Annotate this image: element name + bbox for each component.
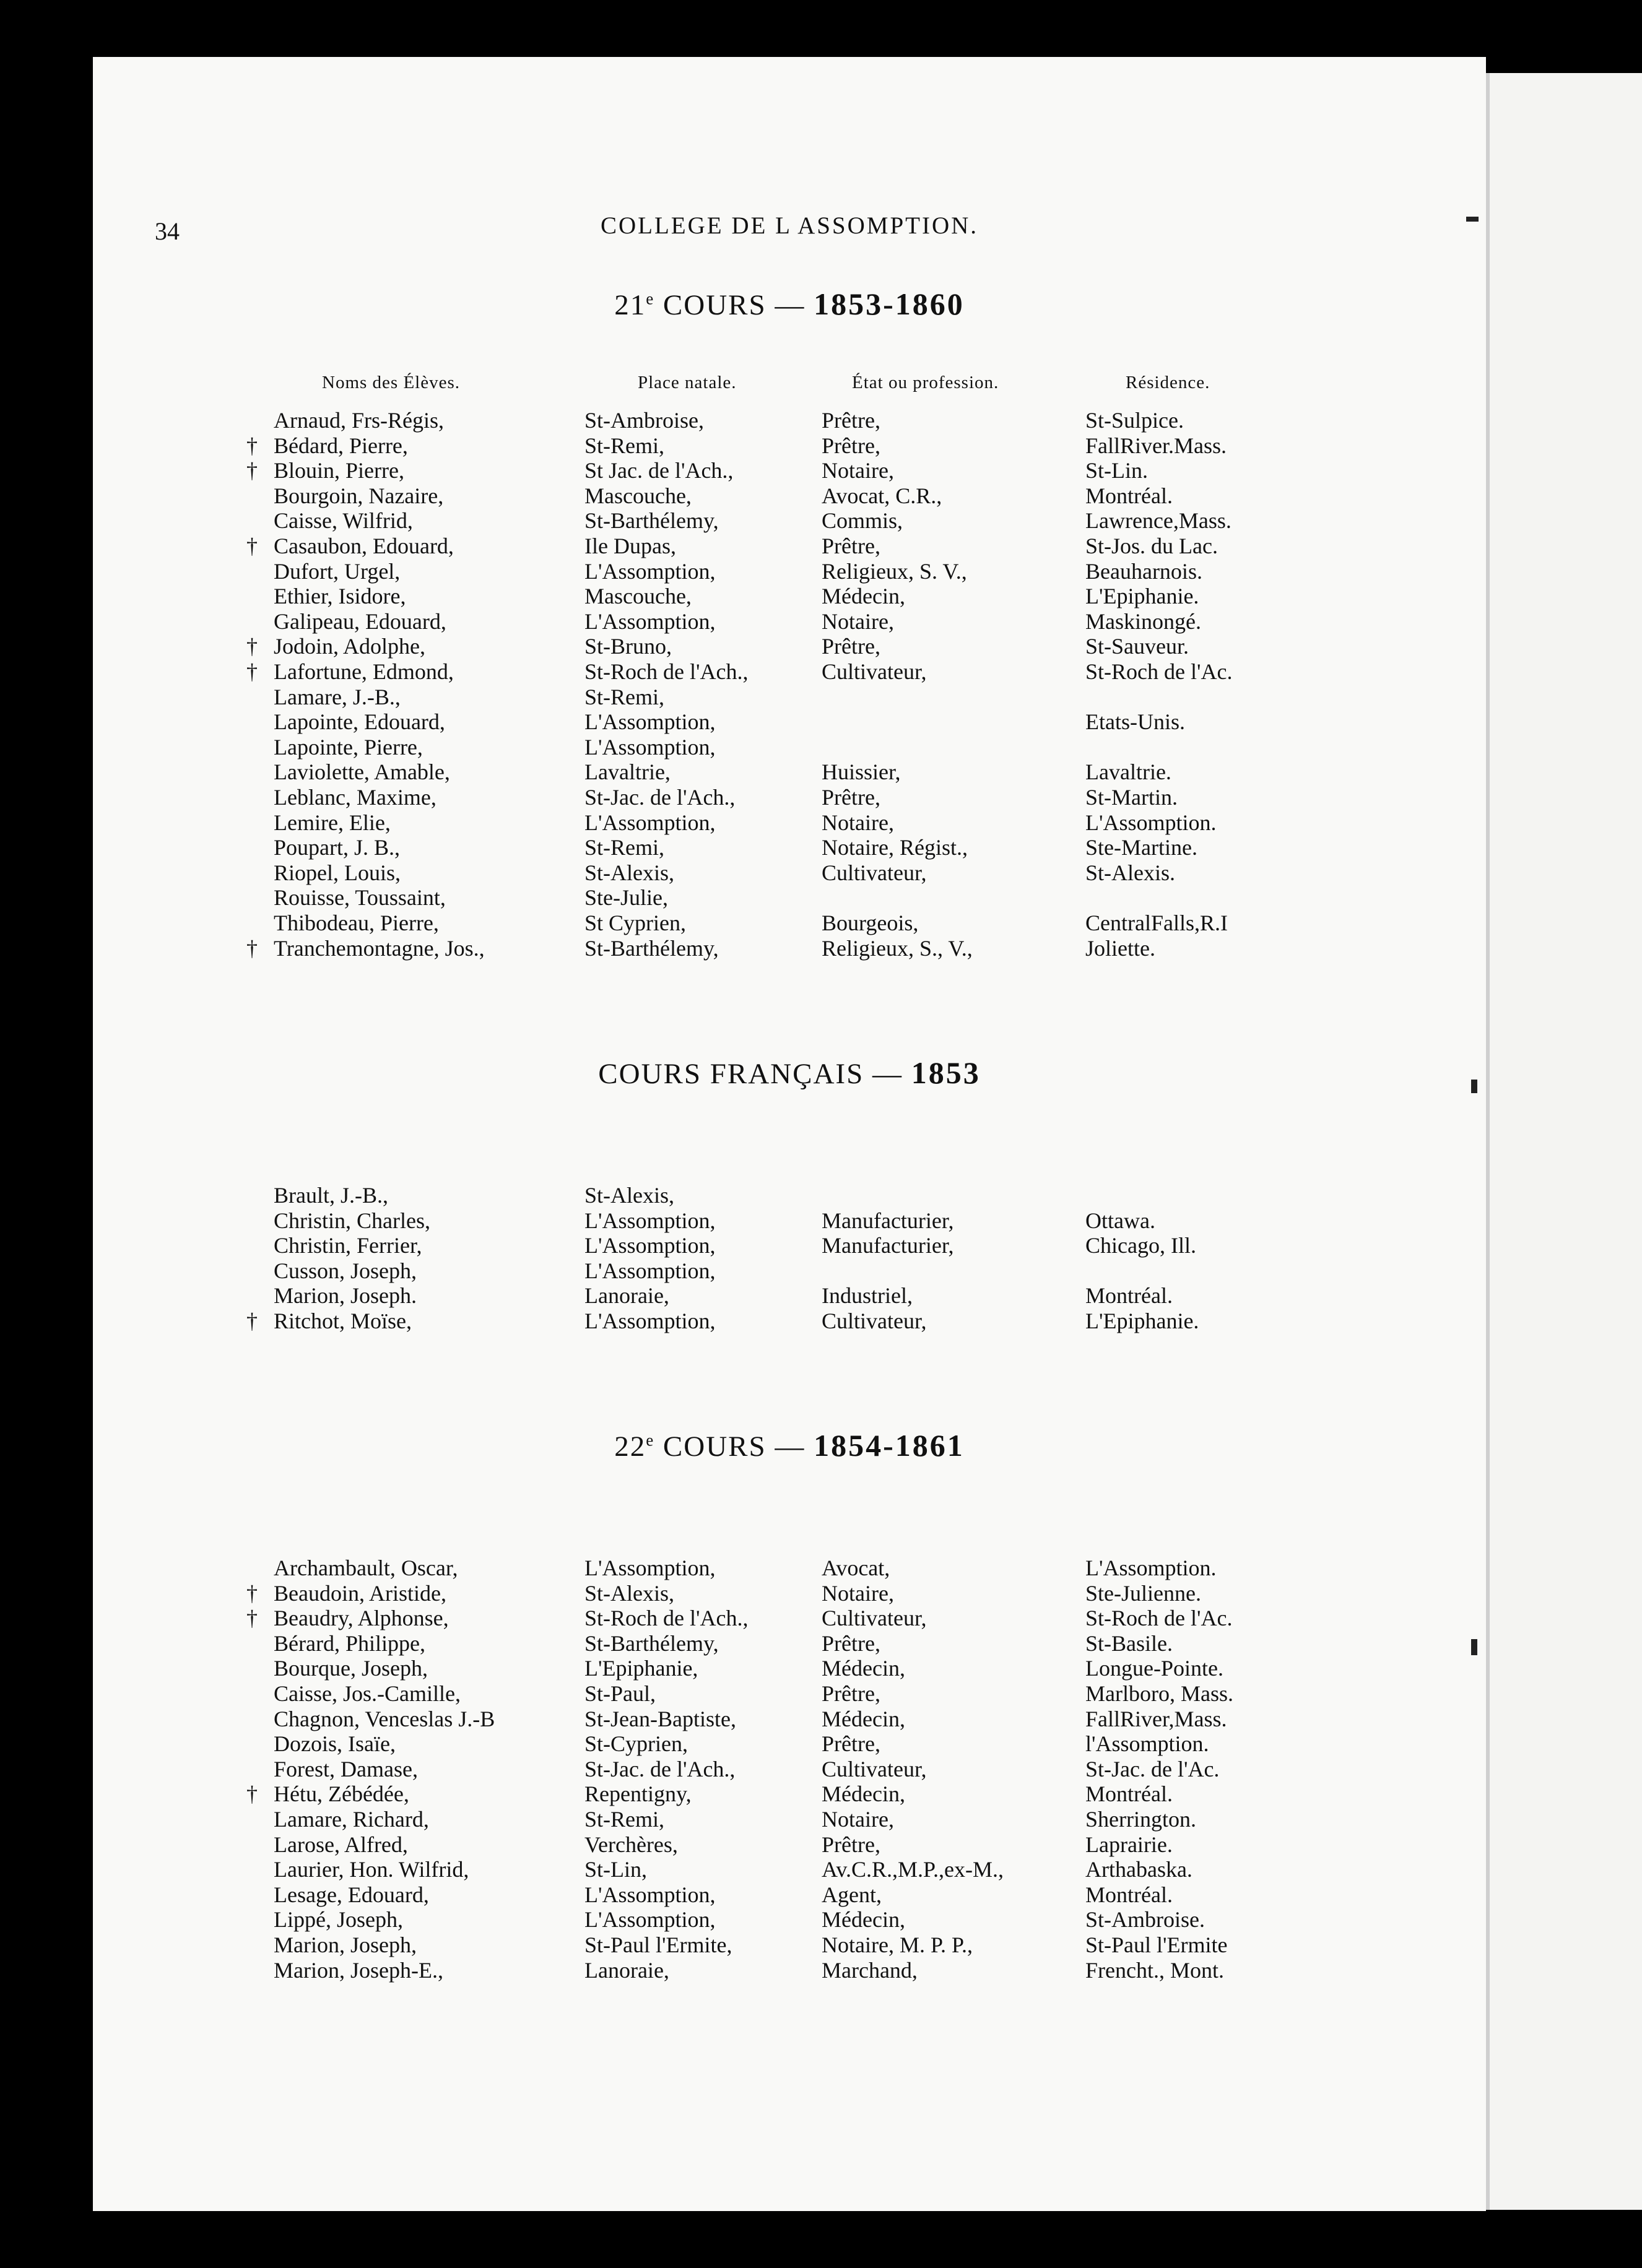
profession: Prêtre,	[822, 408, 880, 433]
birthplace: St-Roch de l'Ach.,	[584, 1606, 749, 1630]
residence: Beauharnois.	[1085, 559, 1202, 584]
profession: Av.C.R.,M.P.,ex-M.,	[822, 1857, 1004, 1882]
profession: Manufacturier,	[822, 1233, 954, 1258]
section-label: COURS	[662, 1430, 767, 1463]
profession: Notaire,	[822, 1581, 894, 1606]
student-row	[0, 533, 1642, 558]
profession: Prêtre,	[822, 785, 880, 810]
deceased-dagger: †	[246, 1606, 258, 1630]
profession: Cultivateur,	[822, 1757, 927, 1781]
section-ordinal: 21	[614, 289, 646, 321]
student-name: Marion, Joseph-E.,	[274, 1958, 443, 1983]
birthplace: St-Bruno,	[584, 634, 672, 659]
running-head: COLLEGE DE L ASSOMPTION.	[600, 212, 979, 239]
birthplace: Lavaltrie,	[584, 760, 671, 784]
profession: Commis,	[822, 508, 903, 533]
profession: Notaire,	[822, 810, 894, 835]
deceased-dagger: †	[246, 634, 258, 659]
profession: Religieux, S., V.,	[822, 936, 973, 961]
residence: Arthabaska.	[1085, 1857, 1192, 1882]
profession: Cultivateur,	[822, 1606, 927, 1630]
student-name: Marion, Joseph.	[274, 1283, 417, 1308]
profession: Médecin,	[822, 1907, 905, 1932]
residence: L'Assomption.	[1085, 810, 1217, 835]
student-name: Bédard, Pierre,	[274, 433, 408, 458]
col-header-place: Place natale.	[638, 373, 737, 392]
student-name: Lapointe, Edouard,	[274, 709, 445, 734]
student-row	[0, 1283, 1642, 1308]
residence: L'Epiphanie.	[1085, 1309, 1199, 1333]
student-name: Lamare, Richard,	[274, 1807, 429, 1832]
student-name: Tranchemontagne, Jos.,	[274, 936, 485, 961]
student-row	[0, 1605, 1642, 1630]
deceased-dagger: †	[246, 433, 258, 458]
student-name: Brault, J.-B.,	[274, 1183, 388, 1208]
residence: Laprairie.	[1085, 1832, 1173, 1857]
section-years: 1853-1860	[814, 287, 965, 321]
student-row	[0, 407, 1642, 433]
residence: Maskinongé.	[1085, 609, 1201, 634]
residence: St-Lin.	[1085, 458, 1149, 483]
deceased-dagger: †	[246, 534, 258, 558]
student-name: Beaudry, Alphonse,	[274, 1606, 449, 1630]
profession: Manufacturier,	[822, 1208, 954, 1233]
student-name: Dufort, Urgel,	[274, 559, 401, 584]
student-row	[0, 1308, 1642, 1333]
residence: St-Ambroise.	[1085, 1907, 1205, 1932]
birthplace: L'Assomption,	[584, 735, 716, 760]
student-name: Lafortune, Edmond,	[274, 659, 454, 684]
residence: St-Paul l'Ermite	[1085, 1933, 1228, 1957]
residence: St-Martin.	[1085, 785, 1178, 810]
birthplace: L'Assomption,	[584, 1233, 716, 1258]
residence: Montréal.	[1085, 1283, 1173, 1308]
student-row	[0, 885, 1642, 910]
student-name: Arnaud, Frs-Régis,	[274, 408, 444, 433]
student-row	[0, 684, 1642, 709]
student-row	[0, 759, 1642, 784]
student-row	[0, 709, 1642, 734]
residence: Joliette.	[1085, 936, 1155, 961]
student-name: Thibodeau, Pierre,	[274, 911, 439, 935]
student-row	[0, 1630, 1642, 1656]
section-ordinal-suffix: e	[646, 289, 655, 308]
birthplace: L'Assomption,	[584, 1556, 716, 1580]
student-row	[0, 1781, 1642, 1806]
profession: Cultivateur,	[822, 659, 927, 684]
section-ordinal: 22	[614, 1430, 646, 1463]
student-row	[0, 508, 1642, 533]
scan-speck	[1466, 217, 1479, 222]
residence: St-Basile.	[1085, 1631, 1173, 1656]
student-name: Lesage, Edouard,	[274, 1882, 429, 1907]
student-name: Laviolette, Amable,	[274, 760, 450, 784]
residence: FallRiver,Mass.	[1085, 1707, 1227, 1731]
birthplace: St-Lin,	[584, 1857, 648, 1882]
birthplace: St-Alexis,	[584, 860, 675, 885]
student-name: Laurier, Hon. Wilfrid,	[274, 1857, 469, 1882]
student-name: Caisse, Wilfrid,	[274, 508, 413, 533]
student-row	[0, 834, 1642, 860]
student-row	[0, 1932, 1642, 1957]
birthplace: St-Paul,	[584, 1681, 656, 1706]
birthplace: St-Alexis,	[584, 1183, 675, 1208]
student-row	[0, 1182, 1642, 1208]
residence: L'Assomption.	[1085, 1556, 1217, 1580]
student-row	[0, 860, 1642, 885]
section-label: COURS FRANÇAIS	[598, 1058, 864, 1090]
section-dash: —	[775, 289, 806, 321]
birthplace: St-Jac. de l'Ach.,	[584, 1757, 736, 1781]
student-name: Cusson, Joseph,	[274, 1258, 417, 1283]
student-row	[0, 1232, 1642, 1258]
student-row	[0, 1681, 1642, 1706]
profession: Cultivateur,	[822, 1309, 927, 1333]
scan-speck	[1471, 1080, 1477, 1093]
student-row	[0, 784, 1642, 810]
student-row	[0, 1882, 1642, 1907]
birthplace: St-Alexis,	[584, 1581, 675, 1606]
residence: CentralFalls,R.I	[1085, 911, 1228, 935]
birthplace: St Jac. de l'Ach.,	[584, 458, 734, 483]
residence: Marlboro, Mass.	[1085, 1681, 1233, 1706]
section-heading	[93, 1055, 1486, 1091]
profession: Notaire,	[822, 609, 894, 634]
residence: Lavaltrie.	[1085, 760, 1171, 784]
student-name: Archambault, Oscar,	[274, 1556, 458, 1580]
student-name: Christin, Charles,	[274, 1208, 430, 1233]
residence: Ste-Martine.	[1085, 835, 1197, 860]
deceased-dagger: †	[246, 936, 258, 961]
col-header-residence: Résidence.	[1126, 373, 1210, 392]
profession: Prêtre,	[822, 433, 880, 458]
deceased-dagger: †	[246, 1309, 258, 1333]
student-name: Marion, Joseph,	[274, 1933, 417, 1957]
student-row	[0, 1706, 1642, 1731]
birthplace: Lanoraie,	[584, 1283, 669, 1308]
residence: Ste-Julienne.	[1085, 1581, 1201, 1606]
student-row	[0, 910, 1642, 935]
student-row	[0, 1655, 1642, 1681]
student-row	[0, 1806, 1642, 1832]
birthplace: L'Assomption,	[584, 559, 716, 584]
profession: Prêtre,	[822, 1631, 880, 1656]
profession: Médecin,	[822, 1781, 905, 1806]
student-row	[0, 633, 1642, 659]
birthplace: Ile Dupas,	[584, 534, 676, 558]
birthplace: Repentigny,	[584, 1781, 692, 1806]
student-name: Beaudoin, Aristide,	[274, 1581, 446, 1606]
birthplace: St-Barthélemy,	[584, 1631, 719, 1656]
student-row	[0, 1907, 1642, 1932]
student-row	[0, 1555, 1642, 1580]
student-name: Bourque, Joseph,	[274, 1656, 428, 1681]
birthplace: St-Paul l'Ermite,	[584, 1933, 732, 1957]
student-name: Ethier, Isidore,	[274, 584, 406, 608]
birthplace: St-Roch de l'Ach.,	[584, 659, 749, 684]
birthplace: L'Assomption,	[584, 1309, 716, 1333]
birthplace: L'Assomption,	[584, 709, 716, 734]
birthplace: L'Assomption,	[584, 1258, 716, 1283]
student-row	[0, 1580, 1642, 1606]
residence: Lawrence,Mass.	[1085, 508, 1232, 533]
residence: Montréal.	[1085, 483, 1173, 508]
col-header-profession: État ou profession.	[852, 373, 999, 392]
profession: Bourgeois,	[822, 911, 919, 935]
residence: St-Roch de l'Ac.	[1085, 659, 1233, 684]
profession: Médecin,	[822, 584, 905, 608]
student-name: Chagnon, Venceslas J.-B	[274, 1707, 495, 1731]
student-row	[0, 935, 1642, 961]
student-name: Poupart, J. B.,	[274, 835, 401, 860]
birthplace: St-Jean-Baptiste,	[584, 1707, 736, 1731]
section-dash: —	[872, 1058, 903, 1090]
birthplace: St Cyprien,	[584, 911, 687, 935]
section-ordinal-suffix: e	[646, 1430, 655, 1450]
student-name: Bourgoin, Nazaire,	[274, 483, 444, 508]
student-row	[0, 810, 1642, 835]
birthplace: St-Barthélemy,	[584, 508, 719, 533]
student-row	[0, 433, 1642, 458]
profession: Prêtre,	[822, 534, 880, 558]
student-name: Blouin, Pierre,	[274, 458, 404, 483]
student-name: Galipeau, Edouard,	[274, 609, 446, 634]
birthplace: L'Assomption,	[584, 810, 716, 835]
student-row	[0, 1258, 1642, 1283]
section-years: 1853	[911, 1055, 981, 1090]
profession: Cultivateur,	[822, 860, 927, 885]
deceased-dagger: †	[246, 1581, 258, 1606]
section-heading	[93, 286, 1486, 322]
profession: Notaire, M. P. P.,	[822, 1933, 973, 1957]
residence: St-Sauveur.	[1085, 634, 1189, 659]
page-number: 34	[155, 217, 180, 245]
student-name: Casaubon, Edouard,	[274, 534, 454, 558]
student-name: Lemire, Elie,	[274, 810, 391, 835]
residence: Montréal.	[1085, 1882, 1173, 1907]
student-name: Lippé, Joseph,	[274, 1907, 403, 1932]
residence: Sherrington.	[1085, 1807, 1196, 1832]
student-row	[0, 1731, 1642, 1756]
profession: Notaire,	[822, 1807, 894, 1832]
student-name: Dozois, Isaïe,	[274, 1731, 396, 1756]
student-name: Ritchot, Moïse,	[274, 1309, 412, 1333]
residence: Longue-Pointe.	[1085, 1656, 1223, 1681]
profession: Notaire, Régist.,	[822, 835, 968, 860]
birthplace: L'Epiphanie,	[584, 1656, 698, 1681]
section-years: 1854-1861	[814, 1428, 965, 1463]
scan-speck	[1471, 1639, 1477, 1655]
student-name: Caisse, Jos.-Camille,	[274, 1681, 461, 1706]
residence: St-Jos. du Lac.	[1085, 534, 1218, 558]
residence: FallRiver.Mass.	[1085, 433, 1227, 458]
profession: Médecin,	[822, 1707, 905, 1731]
residence: Etats-Unis.	[1085, 709, 1185, 734]
birthplace: Mascouche,	[584, 584, 692, 608]
col-header-name: Noms des Élèves.	[322, 373, 460, 392]
student-row	[0, 734, 1642, 760]
birthplace: L'Assomption,	[584, 1882, 716, 1907]
residence: Montréal.	[1085, 1781, 1173, 1806]
student-row	[0, 483, 1642, 508]
residence: St-Jac. de l'Ac.	[1085, 1757, 1220, 1781]
student-name: Hétu, Zébédée,	[274, 1781, 409, 1806]
profession: Industriel,	[822, 1283, 913, 1308]
student-row	[0, 608, 1642, 634]
profession: Avocat,	[822, 1556, 890, 1580]
birthplace: Mascouche,	[584, 483, 692, 508]
student-row	[0, 1832, 1642, 1857]
student-row	[0, 1856, 1642, 1882]
student-row	[0, 659, 1642, 684]
student-name: Lamare, J.-B.,	[274, 685, 401, 709]
residence: St-Roch de l'Ac.	[1085, 1606, 1233, 1630]
residence: Frencht., Mont.	[1085, 1958, 1224, 1983]
deceased-dagger: †	[246, 659, 258, 684]
student-name: Christin, Ferrier,	[274, 1233, 422, 1258]
student-name: Larose, Alfred,	[274, 1832, 408, 1857]
student-name: Bérard, Philippe,	[274, 1631, 425, 1656]
student-row	[0, 1208, 1642, 1233]
residence: L'Epiphanie.	[1085, 584, 1199, 608]
profession: Huissier,	[822, 760, 901, 784]
residence: Chicago, Ill.	[1085, 1233, 1196, 1258]
birthplace: St-Barthélemy,	[584, 936, 719, 961]
profession: Médecin,	[822, 1656, 905, 1681]
deceased-dagger: †	[246, 1781, 258, 1806]
residence: l'Assomption.	[1085, 1731, 1209, 1756]
profession: Marchand,	[822, 1958, 918, 1983]
profession: Prêtre,	[822, 1681, 880, 1706]
birthplace: L'Assomption,	[584, 609, 716, 634]
student-name: Jodoin, Adolphe,	[274, 634, 426, 659]
birthplace: L'Assomption,	[584, 1907, 716, 1932]
deceased-dagger: †	[246, 458, 258, 483]
birthplace: St-Jac. de l'Ach.,	[584, 785, 736, 810]
student-row	[0, 558, 1642, 584]
student-row	[0, 457, 1642, 483]
profession: Religieux, S. V.,	[822, 559, 967, 584]
profession: Agent,	[822, 1882, 882, 1907]
profession: Prêtre,	[822, 634, 880, 659]
section-label: COURS	[662, 289, 767, 321]
residence: St-Sulpice.	[1085, 408, 1184, 433]
residence: Ottawa.	[1085, 1208, 1155, 1233]
profession: Avocat, C.R.,	[822, 483, 942, 508]
profession: Notaire,	[822, 458, 894, 483]
birthplace: St-Remi,	[584, 685, 665, 709]
residence: St-Alexis.	[1085, 860, 1176, 885]
student-name: Forest, Damase,	[274, 1757, 418, 1781]
student-row	[0, 1957, 1642, 1983]
birthplace: St-Ambroise,	[584, 408, 704, 433]
birthplace: L'Assomption,	[584, 1208, 716, 1233]
student-name: Rouisse, Toussaint,	[274, 885, 446, 910]
section-heading	[93, 1427, 1486, 1463]
birthplace: St-Cyprien,	[584, 1731, 688, 1756]
profession: Prêtre,	[822, 1731, 880, 1756]
student-name: Leblanc, Maxime,	[274, 785, 437, 810]
student-row	[0, 583, 1642, 608]
birthplace: Verchères,	[584, 1832, 678, 1857]
student-row	[0, 1756, 1642, 1781]
section-dash: —	[775, 1430, 806, 1463]
birthplace: St-Remi,	[584, 835, 665, 860]
birthplace: St-Remi,	[584, 433, 665, 458]
birthplace: Lanoraie,	[584, 1958, 669, 1983]
birthplace: Ste-Julie,	[584, 885, 668, 910]
student-name: Lapointe, Pierre,	[274, 735, 423, 760]
student-name: Riopel, Louis,	[274, 860, 401, 885]
birthplace: St-Remi,	[584, 1807, 665, 1832]
profession: Prêtre,	[822, 1832, 880, 1857]
